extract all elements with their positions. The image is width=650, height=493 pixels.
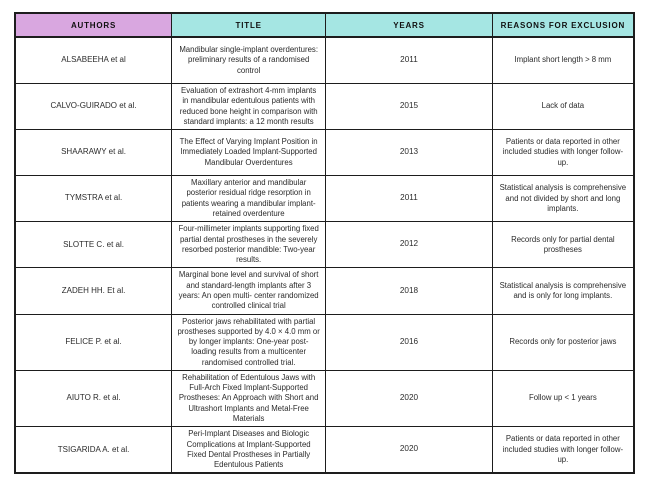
cell-title: Maxillary anterior and mandibular posterior residual ridge resorption in patients wearing a mandibular implant-retained overdenture xyxy=(172,176,326,222)
cell-authors: SHAARAWY et al. xyxy=(15,130,172,176)
cell-title: Mandibular single-implant overdentures: preliminary results of a randomised control xyxy=(172,37,326,84)
cell-authors: SLOTTE C. et al. xyxy=(15,222,172,268)
table-row xyxy=(15,314,634,370)
cell-authors: AIUTO R. et al. xyxy=(15,370,172,426)
cell-year: 2011 xyxy=(326,37,493,84)
cell-title: Peri-Implant Diseases and Biologic Complications at Implant-Supported Fixed Dental Prostheses in Partially Edentulous Patients xyxy=(172,427,326,474)
table-row xyxy=(15,427,634,474)
table-row xyxy=(15,222,634,268)
cell-authors: ALSABEEHA et al xyxy=(15,37,172,84)
table-row xyxy=(15,268,634,314)
cell-reason: Records only for posterior jaws xyxy=(492,314,634,370)
cell-title: Rehabilitation of Edentulous Jaws with Full-Arch Fixed Implant-Supported Prostheses: An Approach with Short and Ultrashort Implants and Metal-Free Materials xyxy=(172,370,326,426)
table-body xyxy=(15,37,634,473)
cell-authors: CALVO-GUIRADO et al. xyxy=(15,84,172,130)
table-header xyxy=(15,13,634,37)
table-row xyxy=(15,370,634,426)
cell-reason: Patients or data reported in other included studies with longer follow-up. xyxy=(492,427,634,474)
cell-year: 2020 xyxy=(326,370,493,426)
cell-reason: Records only for partial dental prostheses xyxy=(492,222,634,268)
cell-title: Evaluation of extrashort 4-mm implants in mandibular edentulous patients with reduced bone height in comparison with standard implants: a 12 month results xyxy=(172,84,326,130)
cell-reason: Lack of data xyxy=(492,84,634,130)
cell-title: Four-millimeter implants supporting fixed partial dental prostheses in the severely resorbed posterior mandible: Two-year results. xyxy=(172,222,326,268)
table-row xyxy=(15,84,634,130)
header-cell-authors: AUTHORS xyxy=(15,13,172,37)
cell-year: 2013 xyxy=(326,130,493,176)
header-cell-year: YEARS xyxy=(326,13,493,37)
header-cell-reason: REASONS FOR EXCLUSION xyxy=(492,13,634,37)
table-row xyxy=(15,130,634,176)
cell-year: 2015 xyxy=(326,84,493,130)
cell-authors: FELICE P. et al. xyxy=(15,314,172,370)
cell-reason: Follow up < 1 years xyxy=(492,370,634,426)
cell-authors: TSIGARIDA A. et al. xyxy=(15,427,172,474)
header-row xyxy=(15,13,634,37)
cell-year: 2018 xyxy=(326,268,493,314)
cell-title: Posterior jaws rehabilitated with partial prostheses supported by 4.0 × 4.0 mm or by longer implants: One-year post-loading results from a multicenter randomised controlled trial. xyxy=(172,314,326,370)
cell-reason: Patients or data reported in other included studies with longer follow-up. xyxy=(492,130,634,176)
cell-year: 2011 xyxy=(326,176,493,222)
cell-year: 2020 xyxy=(326,427,493,474)
cell-title: The Effect of Varying Implant Position in Immediately Loaded Implant-Supported Mandibular Overdentures xyxy=(172,130,326,176)
cell-reason: Implant short length > 8 mm xyxy=(492,37,634,84)
cell-authors: ZADEH HH. Et al. xyxy=(15,268,172,314)
excluded-studies-table xyxy=(14,12,635,474)
cell-title: Marginal bone level and survival of short and standard-length implants after 3 years: An open multi- center randomized controlled clinical trial xyxy=(172,268,326,314)
cell-reason: Statistical analysis is comprehensive and not divided by short and long implants. xyxy=(492,176,634,222)
cell-authors: TYMSTRA et al. xyxy=(15,176,172,222)
header-cell-title: TITLE xyxy=(172,13,326,37)
table-row xyxy=(15,37,634,84)
table-row xyxy=(15,176,634,222)
cell-year: 2016 xyxy=(326,314,493,370)
cell-year: 2012 xyxy=(326,222,493,268)
cell-reason: Statistical analysis is comprehensive and is only for long implants. xyxy=(492,268,634,314)
